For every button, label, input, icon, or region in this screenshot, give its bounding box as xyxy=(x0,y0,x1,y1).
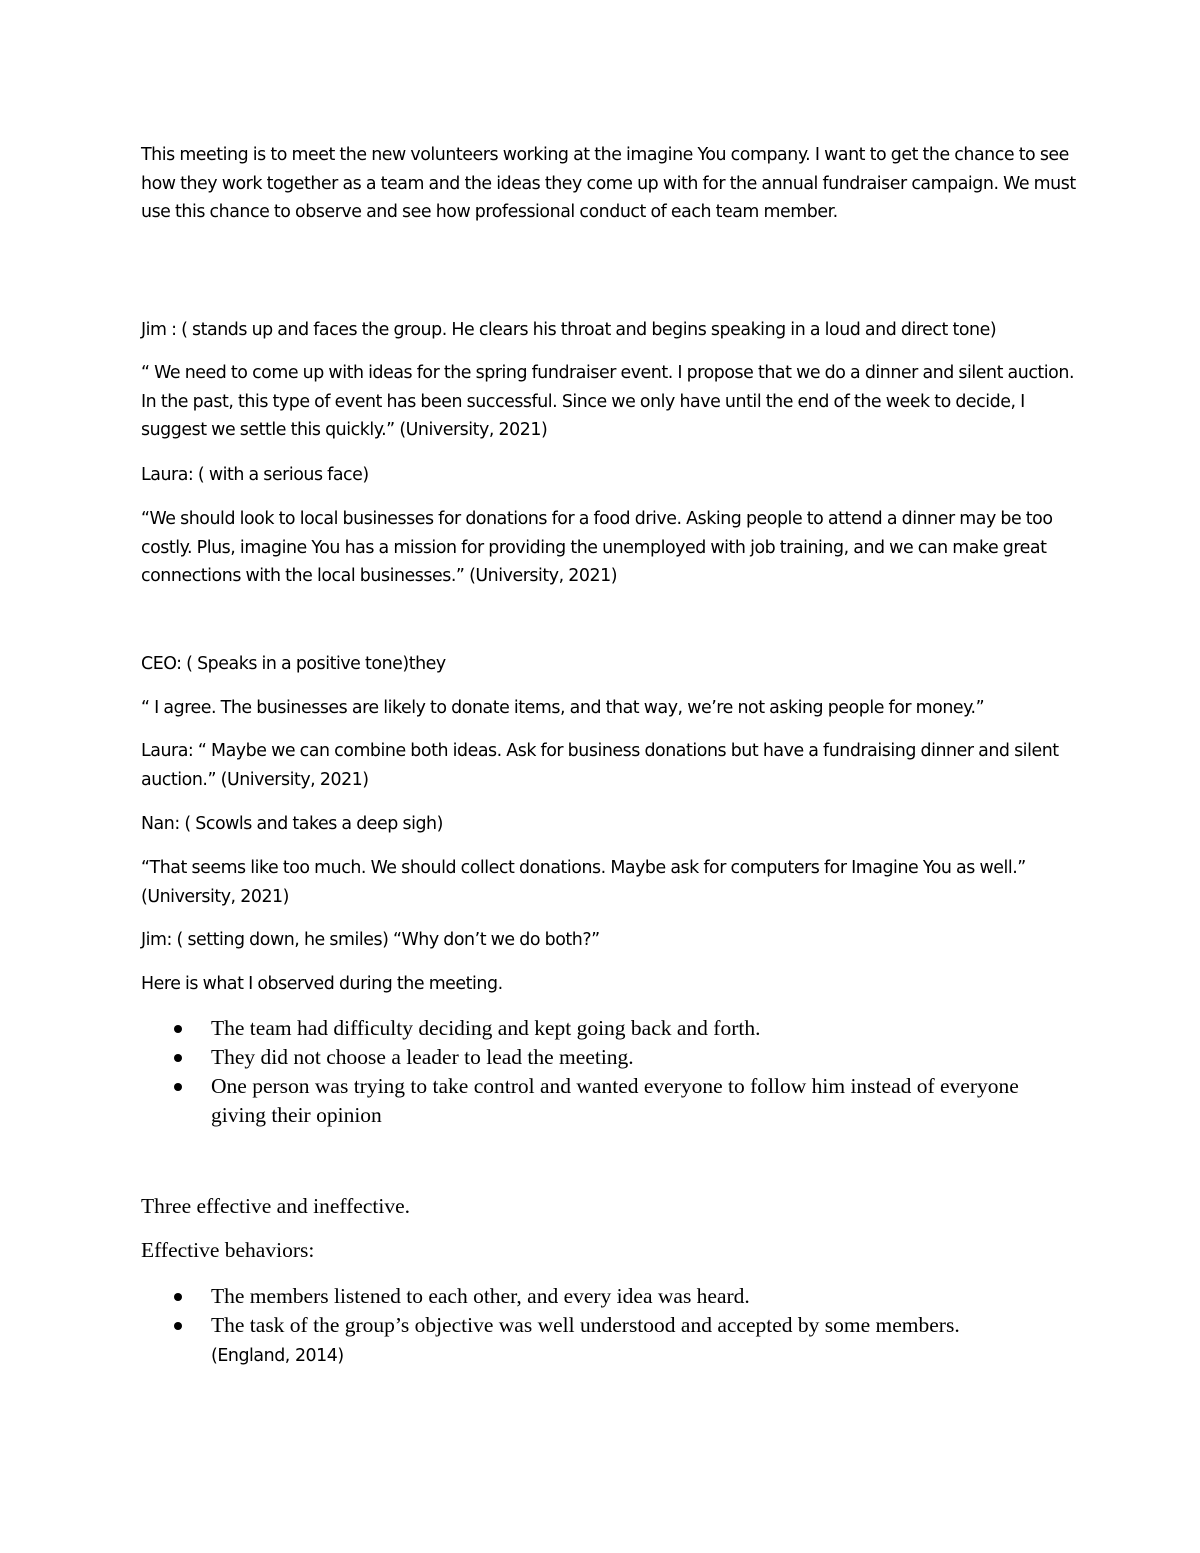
bullet-icon xyxy=(174,1025,182,1033)
list-item xyxy=(141,1311,1076,1371)
nan-stage-direction: Nan: ( Scowls and takes a deep sigh) xyxy=(141,814,443,834)
list-item-text: The task of the group’s objective was well understood and accepted by some members. xyxy=(211,1313,960,1337)
list-item-text: One person was trying to take control and wanted everyone to follow him instead of everyone giving their opinion xyxy=(211,1074,1019,1127)
ceo-quote: “ I agree. The businesses are likely to donate items, and that way, we’re not asking people for money.” xyxy=(141,698,985,718)
effective-behaviors-label: Effective behaviors: xyxy=(141,1238,315,1262)
list-item xyxy=(141,1043,1076,1072)
bullet-icon xyxy=(174,1083,182,1091)
list-item xyxy=(141,1014,1076,1043)
citation: (England, 2014) xyxy=(211,1346,344,1366)
list-item-text: The team had difficulty deciding and kept going back and forth. xyxy=(211,1016,761,1040)
bullet-icon xyxy=(174,1293,182,1301)
laura-stage-direction: Laura: ( with a serious face) xyxy=(141,465,369,485)
laura-quote: “We should look to local businesses for donations for a food drive. Asking people to attend a dinner may be too costly. Plus, imagine You has a mission for providing the unemployed with job training, and we can make great connections with the local businesses.” (University, 2021) xyxy=(141,509,1053,586)
laura-second-quote: Laura: “ Maybe we can combine both ideas. Ask for business donations but have a fundraising dinner and silent auction.” (University, 2021) xyxy=(141,741,1059,790)
bullet-icon xyxy=(174,1054,182,1062)
nan-quote: “That seems like too much. We should collect donations. Maybe ask for computers for Imagine You as well.” (University, 2021) xyxy=(141,858,1026,907)
jim-quote: “ We need to come up with ideas for the spring fundraiser event. I propose that we do a dinner and silent auction. In the past, this type of event has been successful. Since we only have until the end of the week to decide, I suggest we settle this quickly.” (University, 2021) xyxy=(141,363,1075,440)
section-heading: Three effective and ineffective. xyxy=(141,1194,410,1218)
list-item xyxy=(141,1282,1076,1311)
list-item-text: They did not choose a leader to lead the meeting. xyxy=(211,1045,634,1069)
list-item-text: The members listened to each other, and every idea was heard. xyxy=(211,1284,750,1308)
jim-second-line: Jim: ( setting down, he smiles) “Why don’t we do both?” xyxy=(141,930,600,950)
list-item xyxy=(141,1072,1076,1130)
effective-behaviors-list xyxy=(141,1282,1076,1371)
observations-list xyxy=(141,1014,1076,1130)
ceo-stage-direction: CEO: ( Speaks in a positive tone)they xyxy=(141,654,446,674)
bullet-icon xyxy=(174,1322,182,1330)
observation-intro: Here is what I observed during the meeting. xyxy=(141,974,503,994)
jim-stage-direction: Jim : ( stands up and faces the group. He clears his throat and begins speaking in a loud and direct tone) xyxy=(141,320,997,340)
intro-paragraph: This meeting is to meet the new volunteers working at the imagine You company. I want to get the chance to see how they work together as a team and the ideas they come up with for the annual fundraiser campaign. We must use this chance to observe and see how professional conduct of each team member. xyxy=(141,145,1076,222)
